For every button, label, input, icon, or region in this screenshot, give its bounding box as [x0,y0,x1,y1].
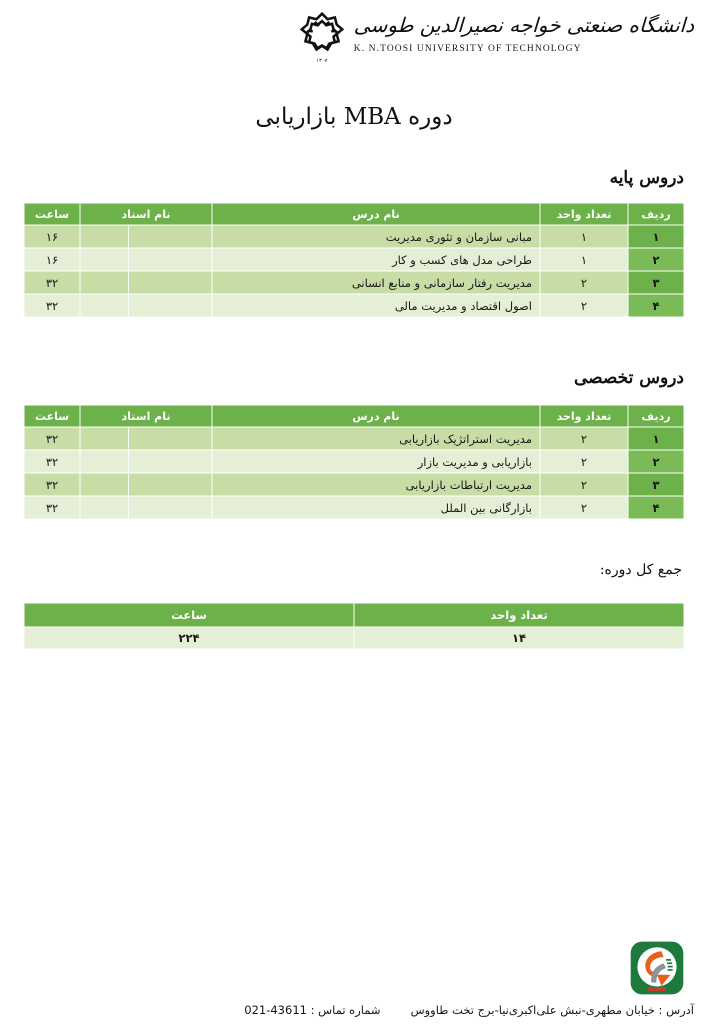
table-header-row [24,405,684,427]
footer-phone [244,1003,380,1017]
cell-index: ۳ [628,473,684,496]
section-heading-basic-courses: دروس پایه [609,168,684,188]
footer-address: آدرس : خیابان مطهری-نبش علی‌اکبری‌نیا-برج تخت طاووس [410,1003,694,1017]
footer-phone-number: 021-43611 [244,1003,307,1017]
footer-contact-bar [0,999,708,1021]
footer-phone-label: شماره تماس : [306,1003,381,1017]
column-header-teacher: نام استاد [80,203,212,225]
cell-index: ۲ [628,450,684,473]
branding-text-block [354,8,694,54]
table-row [24,450,684,473]
cell-units: ۲ [540,427,628,450]
cell-hours: ۳۲ [24,294,80,317]
table-row [24,427,684,450]
cell-index: ۴ [628,496,684,519]
column-header-index: ردیف [628,405,684,427]
cell-units: ۲ [540,473,628,496]
organization-logo-icon [629,940,685,996]
column-header-course: نام درس [212,203,540,225]
cell-units: ۱ [540,248,628,271]
cell-index: ۲ [628,248,684,271]
cell-teacher [80,427,212,450]
cell-course: طراحی مدل های کسب و کار [212,248,540,271]
column-header-teacher: نام استاد [80,405,212,427]
cell-teacher [80,473,212,496]
cell-hours: ۳۲ [24,271,80,294]
column-header-total-units: تعداد واحد [354,603,684,627]
university-name-english: K. N.TOOSI UNIVERSITY OF TECHNOLOGY [353,44,582,54]
column-header-index: ردیف [628,203,684,225]
cell-units: ۱ [540,225,628,248]
column-header-course: نام درس [212,405,540,427]
cell-hours: ۱۶ [24,225,80,248]
document-header [0,6,708,86]
page-title: دوره MBA بازاریابی [255,104,453,130]
cell-hours: ۳۲ [24,473,80,496]
university-name-farsi: دانشگاه صنعتی خواجه نصیرالدین طوسی [353,13,695,37]
cell-total-hours: ۲۲۴ [24,627,354,649]
cell-teacher [80,248,212,271]
table-row [24,294,684,317]
cell-units: ۲ [540,496,628,519]
table-row [24,271,684,294]
cell-course: اصول اقتصاد و مدیریت مالی [212,294,540,317]
cell-units: ۲ [540,450,628,473]
total-heading: جمع کل دوره: [599,562,682,578]
basic-courses-table [24,203,684,317]
cell-teacher [80,294,212,317]
table-header-row [24,203,684,225]
cell-index: ۴ [628,294,684,317]
cell-teacher [80,496,212,519]
table-row [24,473,684,496]
column-header-units: تعداد واحد [540,405,628,427]
cell-course: بازارگانی بین الملل [212,496,540,519]
cell-course: بازاریابی و مدیریت بازار [212,450,540,473]
column-header-hours: ساعت [24,203,80,225]
cell-teacher [80,271,212,294]
cell-hours: ۳۲ [24,450,80,473]
cell-teacher [80,225,212,248]
column-header-hours: ساعت [24,405,80,427]
emblem-year-label: ۱۳۰۷ [316,58,328,64]
column-header-total-hours: ساعت [24,603,354,627]
table-row [24,248,684,271]
cell-hours: ۳۲ [24,496,80,519]
cell-units: ۲ [540,271,628,294]
cell-index: ۱ [628,225,684,248]
cell-course: مدیریت ارتباطات بازاریابی [212,473,540,496]
specialized-courses-table [24,405,684,519]
university-branding [298,8,694,62]
table-row [24,496,684,519]
cell-index: ۱ [628,427,684,450]
cell-teacher [80,450,212,473]
cell-hours: ۳۲ [24,427,80,450]
cell-index: ۳ [628,271,684,294]
table-row [24,225,684,248]
column-header-units: تعداد واحد [540,203,628,225]
cell-total-units: ۱۴ [354,627,684,649]
cell-course: مبانی سازمان و تئوری مدیریت [212,225,540,248]
table-row [24,627,684,649]
table-header-row [24,603,684,627]
section-heading-specialized-courses: دروس تخصصی [573,368,684,388]
cell-course: مدیریت استراتژیک بازاریابی [212,427,540,450]
cell-units: ۲ [540,294,628,317]
cell-course: مدیریت رفتار سازمانی و منابع انسانی [212,271,540,294]
star-knot-emblem-icon [298,10,346,62]
cell-hours: ۱۶ [24,248,80,271]
course-total-table [24,603,684,649]
